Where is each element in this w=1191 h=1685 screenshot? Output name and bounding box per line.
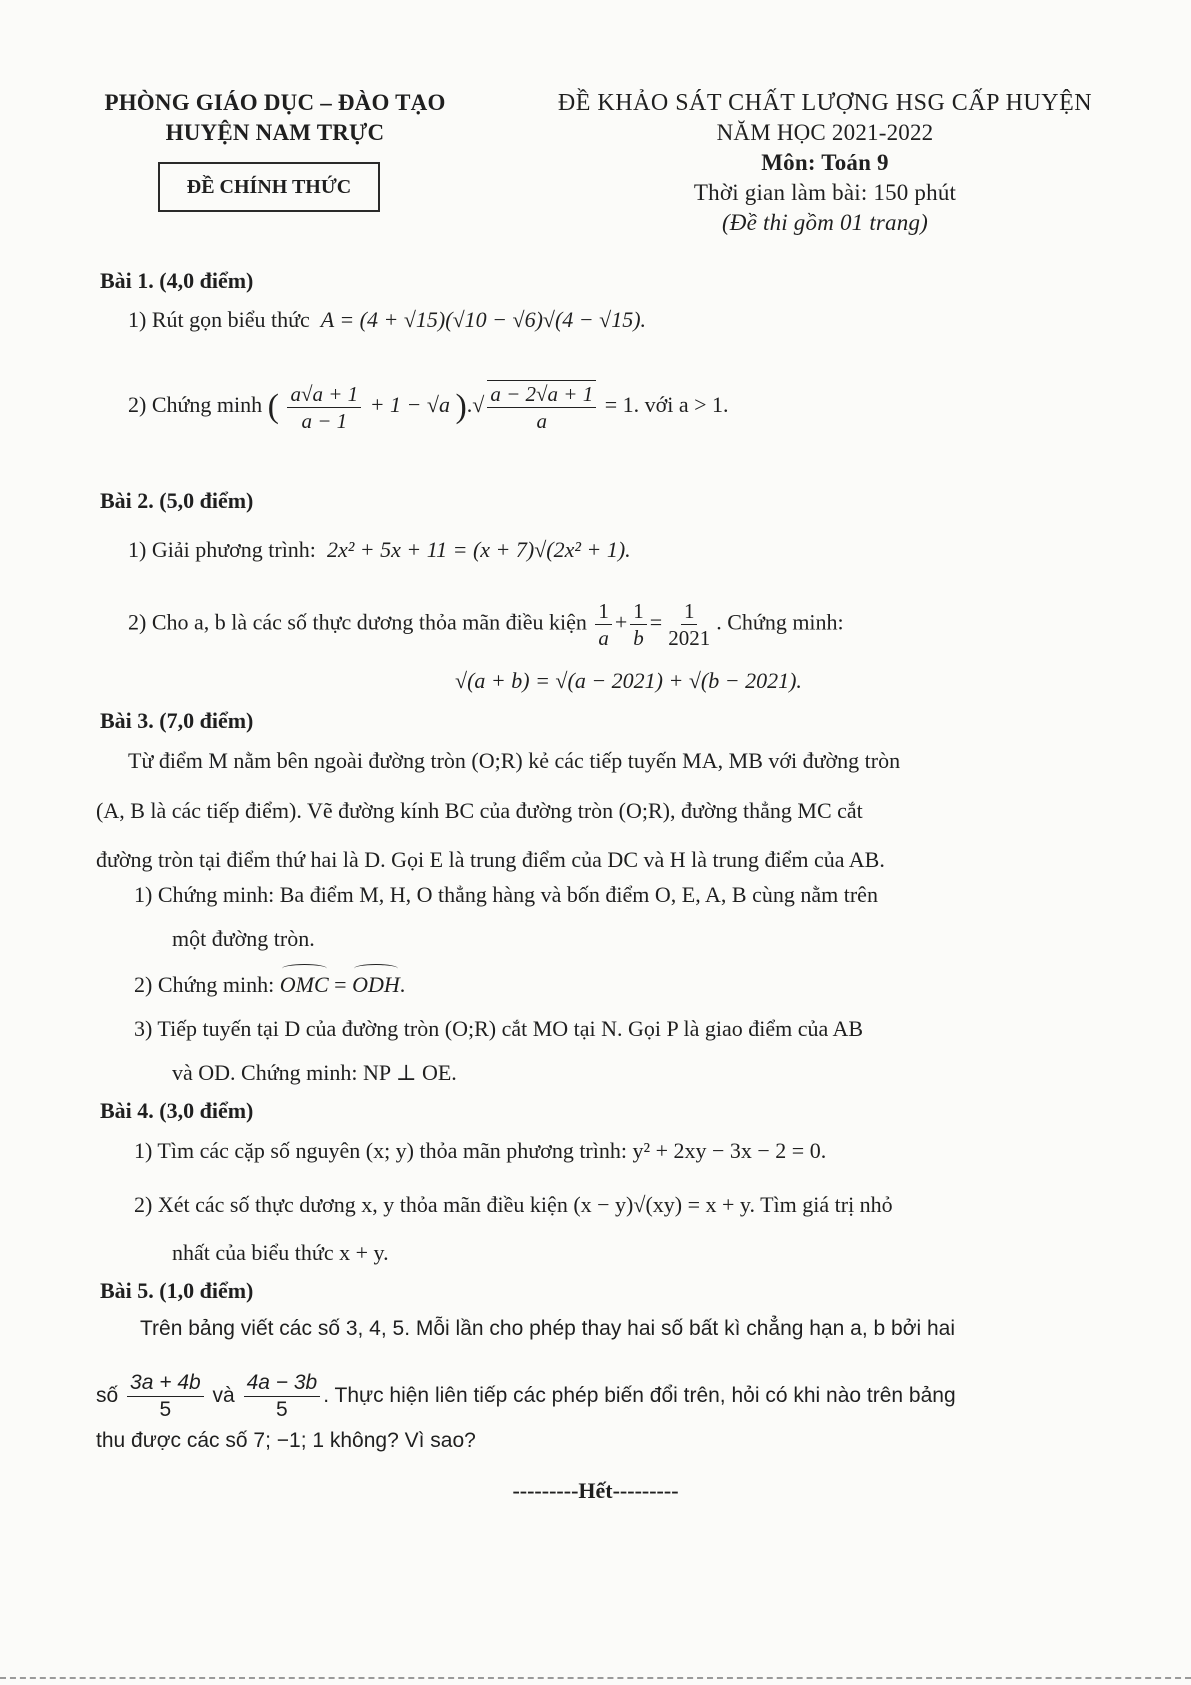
bai5-p1: Trên bảng viết các số 3, 4, 5. Mỗi lần cho phép thay hai số bất kì chẳng hạn a, b bởi hai: [140, 1317, 956, 1340]
bai5-p3: thu được các số 7; −1; 1 không? Vì sao?: [96, 1429, 476, 1452]
bai1-q2: 2) Chứng minh ( $\frac{a√a + 1}{a - 1}$ + 1 − √a ).√ $\frac{a - 2√a + 1}{a}$ = 1. với a > 1.: [128, 381, 729, 433]
bai3-q3b: và OD. Chứng minh: NP ⊥ OE.: [172, 1060, 457, 1085]
bai4-q2a: 2) Xét các số thực dương x, y thỏa mãn điều kiện (x − y)√(xy) = x + y. Tìm giá trị nhỏ: [134, 1192, 893, 1217]
official-label: ĐỀ CHÍNH THỨC: [186, 175, 352, 198]
bai1-q1: [128, 305, 646, 335]
bai1-q2-radical-fraction: $\frac{a - 2√a + 1}{a}$: [487, 380, 596, 434]
bai3-q2: 2) Chứng minh: OMC = ODH.: [134, 970, 405, 1000]
bai2-q1-text: 1) Giải phương trình:: [128, 537, 316, 562]
bai2-q2-equation: √(a + b) = √(a − 2021) + √(b − 2021).: [455, 668, 802, 693]
angle-omc: OMC: [280, 970, 329, 1000]
bai3-p1: Từ điểm M nằm bên ngoài đường tròn (O;R) kẻ các tiếp tuyến MA, MB với đường tròn: [128, 748, 901, 773]
department-name: PHÒNG GIÁO DỤC – ĐÀO TẠO: [104, 90, 446, 115]
subject: Môn: Toán 9: [761, 150, 889, 175]
bai4-q1: 1) Tìm các cặp số nguyên (x; y) thỏa mãn phương trình: y² + 2xy − 3x − 2 = 0.: [134, 1138, 827, 1163]
bai5-title: Bài 5. (1,0 điểm): [100, 1278, 254, 1303]
exam-duration: Thời gian làm bài: 150 phút: [693, 180, 957, 205]
bai2-title: Bài 2. (5,0 điểm): [100, 488, 254, 513]
bai5-fraction-1: $\frac{3a + 4b}{5}$: [127, 1370, 204, 1423]
angle-odh: ODH: [352, 970, 400, 1000]
bai3-title: Bài 3. (7,0 điểm): [100, 708, 254, 733]
bai2-q2: 2) Cho a, b là các số thực dương thỏa mãn điều kiện $\frac{1}{a}$ + $\frac{1}{b}$ = $\frac{1}{2021}$ . Chứng minh:: [128, 599, 844, 650]
bai3-q1a: 1) Chứng minh: Ba điểm M, H, O thẳng hàng và bốn điểm O, E, A, B cùng nằm trên: [134, 882, 878, 907]
exam-title: ĐỀ KHẢO SÁT CHẤT LƯỢNG HSG CẤP HUYỆN: [557, 90, 1093, 116]
bai3-p2: (A, B là các tiếp điểm). Vẽ đường kính BC của đường tròn (O;R), đường thẳng MC cắt: [96, 798, 863, 823]
bai1-title: Bài 1. (4,0 điểm): [100, 268, 254, 293]
bai1-q2-tail: = 1. với a > 1.: [604, 392, 729, 418]
bai1-q2-fraction: $\frac{a√a + 1}{a - 1}$: [287, 381, 361, 434]
bai2-q2-text: 2) Cho a, b là các số thực dương thỏa mãn điều kiện: [128, 609, 587, 635]
header-left: [80, 88, 470, 148]
bai2-q1-math: 2x² + 5x + 11 = (x + 7)√(2x² + 1).: [326, 537, 631, 562]
bai3-q1b: một đường tròn.: [172, 926, 315, 951]
bai1-q1-text: 1) Rút gọn biểu thức: [128, 307, 310, 332]
bai5-p2: số $\frac{3a + 4b}{5}$ và $\frac{4a - 3b}{5}$ . Thực hiện liên tiếp các phép biến đổi trên, hỏi có khi nào trên bảng: [96, 1371, 956, 1421]
school-year: NĂM HỌC 2021-2022: [716, 120, 934, 145]
bai5-fraction-2: $\frac{4a - 3b}{5}$: [244, 1370, 321, 1423]
header-right: [520, 88, 1130, 238]
bottom-divider: [0, 1677, 1191, 1685]
page-count-note: (Đề thi gồm 01 trang): [721, 210, 929, 235]
official-exam-box: [158, 162, 380, 212]
bai2-q1: [128, 535, 631, 565]
district-name: HUYỆN NAM TRỰC: [165, 120, 385, 145]
bai2-q2-tail: . Chứng minh:: [716, 609, 844, 635]
bai3-p3: đường tròn tại điểm thứ hai là D. Gọi E là trung điểm của DC và H là trung điểm của AB.: [96, 847, 885, 872]
bai3-q3a: 3) Tiếp tuyến tại D của đường tròn (O;R) cắt MO tại N. Gọi P là giao điểm của AB: [134, 1016, 864, 1041]
bai1-q1-math: A = (4 + √15)(√10 − √6)√(4 − √15).: [320, 307, 647, 332]
bai4-title: Bài 4. (3,0 điểm): [100, 1098, 254, 1123]
bai4-q2b: nhất của biểu thức x + y.: [172, 1240, 389, 1265]
bai1-q2-text: 2) Chứng minh: [128, 392, 263, 418]
end-mark: ---------Hết---------: [512, 1478, 679, 1503]
